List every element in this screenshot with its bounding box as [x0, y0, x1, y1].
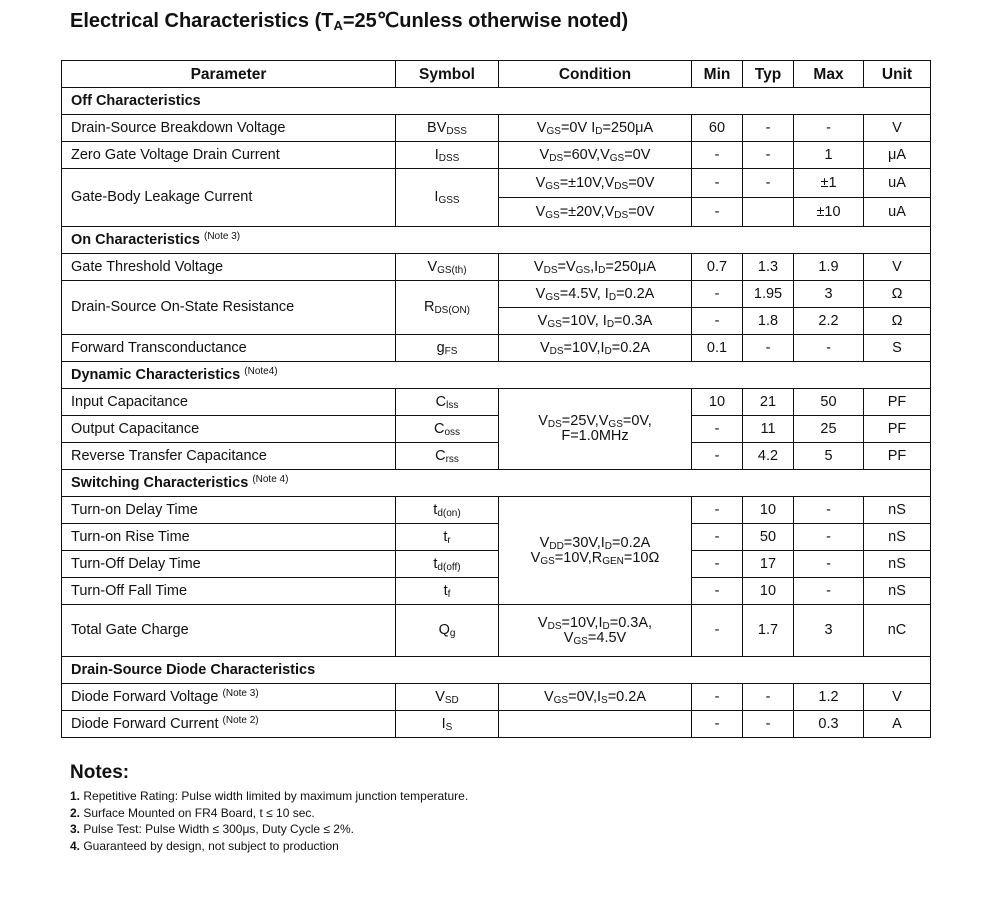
- symbol-cell: $Q_g$: [396, 605, 499, 657]
- max-cell: 1.2: [794, 684, 864, 711]
- condition-cell: $V_{GS}=4.5V$, $I_D=0.2A$: [499, 281, 692, 308]
- unit-cell: nS: [864, 578, 931, 605]
- max-cell: ±10: [794, 198, 864, 227]
- max-cell: ±1: [794, 169, 864, 198]
- param-cell: Reverse Transfer Capacitance: [62, 443, 396, 470]
- unit-cell: nS: [864, 524, 931, 551]
- param-cell: Turn-Off Delay Time: [62, 551, 396, 578]
- condition-cell: $V_{GS}=0V$ $I_D=250\mu A$: [499, 115, 692, 142]
- note-item: 4. Guaranteed by design, not subject to production: [70, 838, 339, 853]
- max-cell: 1.9: [794, 254, 864, 281]
- max-cell: 5: [794, 443, 864, 470]
- param-cell: Turn-on Delay Time: [62, 497, 396, 524]
- condition-cell: $V_{GS}=0V,I_S=0.2A$: [499, 684, 692, 711]
- table-row: [62, 497, 931, 524]
- param-cell: Gate-Body Leakage Current: [62, 169, 396, 227]
- max-cell: -: [794, 524, 864, 551]
- unit-cell: uA: [864, 169, 931, 198]
- header-min: Min: [692, 61, 743, 88]
- condition-cell: [499, 711, 692, 738]
- unit-cell: A: [864, 711, 931, 738]
- min-cell: -: [692, 711, 743, 738]
- min-cell: -: [692, 605, 743, 657]
- symbol-cell: $I_{DSS}$: [396, 142, 499, 169]
- typ-cell: -: [743, 684, 794, 711]
- table-row: [62, 416, 931, 443]
- max-cell: 2.2: [794, 308, 864, 335]
- symbol-cell: $BV_{DSS}$: [396, 115, 499, 142]
- typ-cell: 1.7: [743, 605, 794, 657]
- typ-cell: -: [743, 169, 794, 198]
- min-cell: -: [692, 578, 743, 605]
- table-row: [62, 281, 931, 308]
- section-dynamic: [62, 362, 931, 389]
- table-row: [62, 335, 931, 362]
- section-diode: [62, 657, 931, 684]
- min-cell: 60: [692, 115, 743, 142]
- param-cell: Forward Transconductance: [62, 335, 396, 362]
- param-cell: Total Gate Charge: [62, 605, 396, 657]
- min-cell: -: [692, 169, 743, 198]
- note-item: 3. Pulse Test: Pulse Width ≤ 300μs, Duty Cycle ≤ 2%.: [70, 822, 354, 836]
- min-cell: 0.7: [692, 254, 743, 281]
- header-condition: Condition: [499, 61, 692, 88]
- table-row: [62, 711, 931, 738]
- param-cell: Turn-on Rise Time: [62, 524, 396, 551]
- typ-cell: -: [743, 115, 794, 142]
- section-label: On Characteristics $^{(Note 3)}$: [62, 227, 931, 254]
- typ-cell: -: [743, 142, 794, 169]
- max-cell: -: [794, 551, 864, 578]
- section-on: [62, 227, 931, 254]
- max-cell: 3: [794, 605, 864, 657]
- unit-cell: μA: [864, 142, 931, 169]
- param-cell: Output Capacitance: [62, 416, 396, 443]
- condition-cell: $V_{GS}=\pm 20V,V_{DS}=0V$: [499, 198, 692, 227]
- unit-cell: V: [864, 254, 931, 281]
- header-max: Max: [794, 61, 864, 88]
- condition-cell: $V_{DD}=30V,I_D=0.2A$ $V_{GS}=10V,R_{GEN}=10\Omega$: [499, 497, 692, 605]
- note-item: 1. Repetitive Rating: Pulse width limited by maximum junction temperature.: [70, 789, 469, 803]
- condition-cell: $V_{DS}=60V,V_{GS}=0V$: [499, 142, 692, 169]
- header-parameter: Parameter: [62, 61, 396, 88]
- min-cell: -: [692, 281, 743, 308]
- unit-cell: PF: [864, 416, 931, 443]
- header-unit: Unit: [864, 61, 931, 88]
- min-cell: 10: [692, 389, 743, 416]
- unit-cell: PF: [864, 443, 931, 470]
- table-row: [62, 443, 931, 470]
- min-cell: -: [692, 308, 743, 335]
- section-label: Switching Characteristics $^{(Note 4)}$: [62, 470, 931, 497]
- table-row: [62, 578, 931, 605]
- unit-cell: Ω: [864, 281, 931, 308]
- section-label: Off Characteristics: [62, 88, 931, 115]
- param-cell: Diode Forward Current $^{(Note 2)}$: [62, 711, 396, 738]
- condition-cell: $V_{DS}=25V,V_{GS}=0V$, F=1.0MHz: [499, 389, 692, 470]
- symbol-cell: $C_{lss}$: [396, 389, 499, 416]
- table-row: [62, 605, 931, 657]
- symbol-cell: $t_{d(off)}$: [396, 551, 499, 578]
- max-cell: 3: [794, 281, 864, 308]
- min-cell: -: [692, 524, 743, 551]
- min-cell: -: [692, 198, 743, 227]
- typ-cell: -: [743, 711, 794, 738]
- param-cell: Diode Forward Voltage $^{(Note 3)}$: [62, 684, 396, 711]
- min-cell: 0.1: [692, 335, 743, 362]
- typ-cell: 10: [743, 497, 794, 524]
- unit-cell: V: [864, 684, 931, 711]
- condition-cell: $V_{DS}=V_{GS},I_D=250\mu A$: [499, 254, 692, 281]
- symbol-cell: $V_{SD}$: [396, 684, 499, 711]
- typ-cell: 50: [743, 524, 794, 551]
- symbol-cell: $V_{GS(th)}$: [396, 254, 499, 281]
- symbol-cell: $I_{GSS}$: [396, 169, 499, 227]
- unit-cell: S: [864, 335, 931, 362]
- unit-cell: Ω: [864, 308, 931, 335]
- header-row: [62, 61, 931, 88]
- param-cell: Input Capacitance: [62, 389, 396, 416]
- condition-cell: $V_{GS}=\pm 10V,V_{DS}=0V$: [499, 169, 692, 198]
- unit-cell: nS: [864, 551, 931, 578]
- max-cell: -: [794, 497, 864, 524]
- symbol-cell: $g_{FS}$: [396, 335, 499, 362]
- typ-cell: 4.2: [743, 443, 794, 470]
- param-cell: Turn-Off Fall Time: [62, 578, 396, 605]
- min-cell: -: [692, 142, 743, 169]
- max-cell: 50: [794, 389, 864, 416]
- notes-title: Notes:: [70, 762, 130, 783]
- max-cell: -: [794, 115, 864, 142]
- max-cell: 1: [794, 142, 864, 169]
- table-row: [62, 684, 931, 711]
- section-off: [62, 88, 931, 115]
- note-item: 2. Surface Mounted on FR4 Board, t ≤ 10 sec.: [70, 805, 315, 820]
- table-row: [62, 254, 931, 281]
- symbol-cell: $t_{d(on)}$: [396, 497, 499, 524]
- max-cell: -: [794, 578, 864, 605]
- condition-cell: $V_{DS}=10V,I_D=0.2A$: [499, 335, 692, 362]
- section-label: Drain-Source Diode Characteristics: [62, 657, 931, 684]
- max-cell: 0.3: [794, 711, 864, 738]
- table-row: [62, 142, 931, 169]
- unit-cell: nS: [864, 497, 931, 524]
- condition-cell: $V_{DS}=10V,I_D=0.3A$, $V_{GS}=4.5V$: [499, 605, 692, 657]
- symbol-cell: $C_{rss}$: [396, 443, 499, 470]
- symbol-cell: $C_{oss}$: [396, 416, 499, 443]
- typ-cell: 11: [743, 416, 794, 443]
- symbol-cell: $I_S$: [396, 711, 499, 738]
- condition-cell: $V_{GS}=10V$, $I_D=0.3A$: [499, 308, 692, 335]
- table-row: [62, 524, 931, 551]
- unit-cell: V: [864, 115, 931, 142]
- param-cell: Drain-Source Breakdown Voltage: [62, 115, 396, 142]
- typ-cell: 10: [743, 578, 794, 605]
- section-label: Dynamic Characteristics $^{(Note4)}$: [62, 362, 931, 389]
- param-cell: Drain-Source On-State Resistance: [62, 281, 396, 335]
- electrical-characteristics-table: [61, 60, 931, 738]
- typ-cell: 1.95: [743, 281, 794, 308]
- typ-cell: 17: [743, 551, 794, 578]
- header-symbol: Symbol: [396, 61, 499, 88]
- min-cell: -: [692, 443, 743, 470]
- section-switching: [62, 470, 931, 497]
- symbol-cell: $R_{DS(ON)}$: [396, 281, 499, 335]
- symbol-cell: $t_r$: [396, 524, 499, 551]
- table-row: [62, 551, 931, 578]
- max-cell: -: [794, 335, 864, 362]
- typ-cell: [743, 198, 794, 227]
- typ-cell: 1.3: [743, 254, 794, 281]
- min-cell: -: [692, 684, 743, 711]
- table-row: [62, 115, 931, 142]
- param-cell: Gate Threshold Voltage: [62, 254, 396, 281]
- typ-cell: -: [743, 335, 794, 362]
- header-typ: Typ: [743, 61, 794, 88]
- param-cell: Zero Gate Voltage Drain Current: [62, 142, 396, 169]
- notes-section: [70, 762, 468, 854]
- symbol-cell: $t_f$: [396, 578, 499, 605]
- typ-cell: 21: [743, 389, 794, 416]
- unit-cell: nC: [864, 605, 931, 657]
- max-cell: 25: [794, 416, 864, 443]
- table-row: [62, 389, 931, 416]
- unit-cell: PF: [864, 389, 931, 416]
- min-cell: -: [692, 497, 743, 524]
- table-row: [62, 169, 931, 198]
- min-cell: -: [692, 551, 743, 578]
- typ-cell: 1.8: [743, 308, 794, 335]
- unit-cell: uA: [864, 198, 931, 227]
- page-title: Electrical Characteristics ($T_A=25℃unless$ otherwise noted): [70, 10, 629, 33]
- min-cell: -: [692, 416, 743, 443]
